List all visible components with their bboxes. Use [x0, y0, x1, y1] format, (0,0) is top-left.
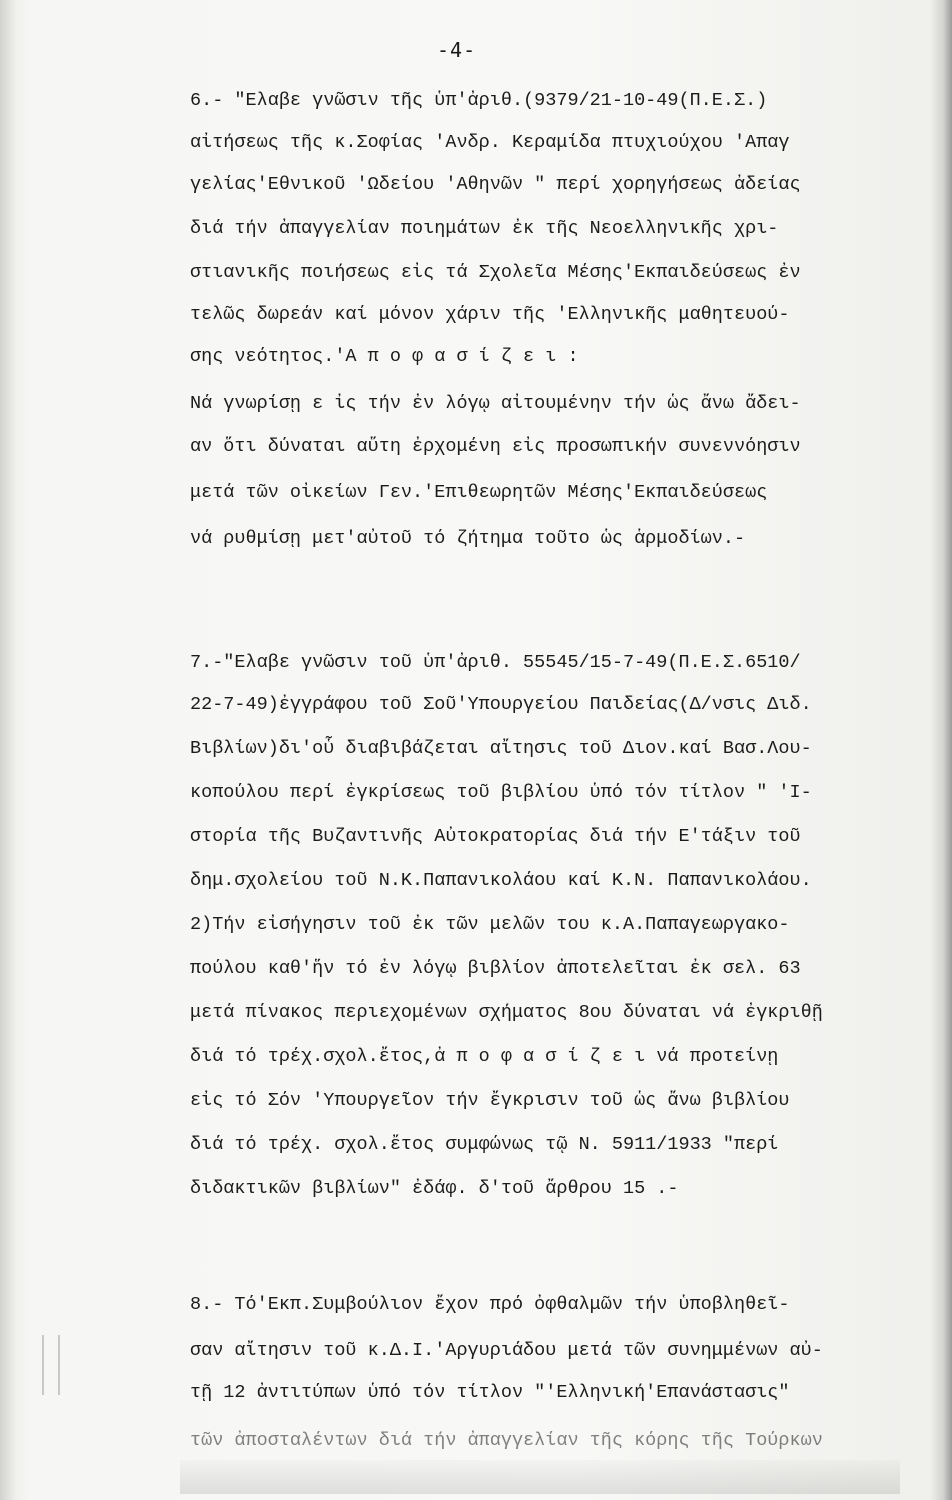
item-6-line-11: νά ρυθμίσῃ μετ'αὐτοῦ τό ζήτημα τοῦτο ὡς ἁρμοδίων.-: [190, 528, 746, 549]
item-6-line-10: μετά τῶν οἰκείων Γεν.'Επιθεωρητῶν Μέσης'Εκπαιδεύσεως: [190, 482, 768, 503]
item-7-line-8: πούλου καθ'ἥν τό ἐν λόγῳ βιβλίον ἀποτελεῖται ἐκ σελ. 63: [190, 958, 801, 979]
item-6-line-3: γελίας'Εθνικοῦ 'Ωδείου 'Αθηνῶν " περί χορηγήσεως ἀδείας: [190, 174, 801, 195]
scan-binding-edge: [930, 0, 952, 1500]
item-8-line-3: τῇ 12 ἀντιτύπων ὑπό τόν τίτλον "'Ελληνική'Επανάστασις": [190, 1382, 790, 1403]
item-8-line-2: σαν αἴτησιν τοῦ κ.Δ.Ι.'Αργυριάδου μετά τῶν συνημμένων αὐ-: [190, 1340, 823, 1361]
scan-bottom-smudge: [180, 1460, 900, 1494]
item-8-line-4: τῶν ἀποσταλέντων διά τήν ἀπαγγελίαν τῆς κόρης τῆς Τούρκων: [190, 1430, 823, 1451]
scan-left-shadow: [0, 0, 16, 1500]
item-7-line-12: διά τό τρέχ. σχολ.ἔτος συμφώνως τῷ Ν. 5911/1933 "περί: [190, 1134, 779, 1155]
item-6-line-1: 6.- "Ελαβε γνῶσιν τῆς ὑπ'ἀριθ.(9379/21-10-49(Π.Ε.Σ.): [190, 90, 768, 111]
item-7-line-11: εἰς τό Σόν 'Υπουργεῖον τήν ἔγκρισιν τοῦ ὡς ἄνω βιβλίου: [190, 1090, 790, 1111]
item-6-line-4: διά τήν ἀπαγγελίαν ποιημάτων ἐκ τῆς Νεοελληνικῆς χρι-: [190, 218, 779, 239]
item-6-line-7: σης νεότητος.'Α π ο φ α σ ί ζ ε ι :: [190, 346, 579, 367]
margin-mark: [42, 1335, 60, 1395]
item-6-line-6: τελῶς δωρεάν καί μόνον χάριν τῆς 'Ελληνικῆς μαθητευού-: [190, 304, 790, 325]
item-8-line-1: 8.- Τό'Εκπ.Συμβούλιον ἔχον πρό ὀφθαλμῶν τήν ὑποβληθεῖ-: [190, 1294, 790, 1315]
item-7-line-13: διδακτικῶν βιβλίων" ἐδάφ. δ'τοῦ ἄρθρου 15 .-: [190, 1178, 679, 1199]
item-7-line-3: Βιβλίων)δι'οὗ διαβιβάζεται αἴτησις τοῦ Διον.καί Βασ.Λου-: [190, 738, 812, 759]
item-7-line-9: μετά πίνακος περιεχομένων σχήματος 8ου δύναται νά ἐγκριθῇ: [190, 1002, 823, 1023]
item-7-line-7: 2)Τήν εἰσήγησιν τοῦ ἐκ τῶν μελῶν του κ.Α.Παπαγεωργακο-: [190, 914, 790, 935]
item-7-line-4: κοπούλου περί ἐγκρίσεως τοῦ βιβλίου ὑπό τόν τίτλον " 'Ι-: [190, 782, 812, 803]
item-7-line-5: στορία τῆς Βυζαντινῆς Αὐτοκρατορίας διά τήν Ε'τάξιν τοῦ: [190, 826, 801, 847]
item-6-line-9: αν ὅτι δύναται αὕτη ἐρχομένη εἰς προσωπικήν συνεννόησιν: [190, 436, 801, 457]
item-7-line-1: 7.-"Ελαβε γνῶσιν τοῦ ὑπ'ἀριθ. 55545/15-7-49(Π.Ε.Σ.6510/: [190, 652, 801, 673]
item-7-line-2: 22-7-49)ἐγγράφου τοῦ Σοῦ'Υπουργείου Παιδείας(Δ/νσις Διδ.: [190, 694, 812, 715]
item-6-line-2: αἰτήσεως τῆς κ.Σοφίας 'Ανδρ. Κεραμίδα πτυχιούχου 'Απαγ: [190, 132, 790, 153]
item-7-line-10: διά τό τρέχ.σχολ.ἔτος,ἀ π ο φ α σ ί ζ ε ι νά προτείνῃ: [190, 1046, 779, 1067]
page-number: -4-: [437, 38, 477, 62]
item-6-line-8: Νά γνωρίσῃ ε ἰς τήν ἐν λόγῳ αἰτουμένην τήν ὡς ἄνω ἄδει-: [190, 393, 801, 414]
item-6-line-5: στιανικῆς ποιήσεως εἰς τά Σχολεῖα Μέσης'Εκπαιδεύσεως ἐν: [190, 262, 801, 283]
item-7-line-6: δημ.σχολείου τοῦ Ν.Κ.Παπανικολάου καί Κ.Ν. Παπανικολάου.: [190, 870, 812, 891]
